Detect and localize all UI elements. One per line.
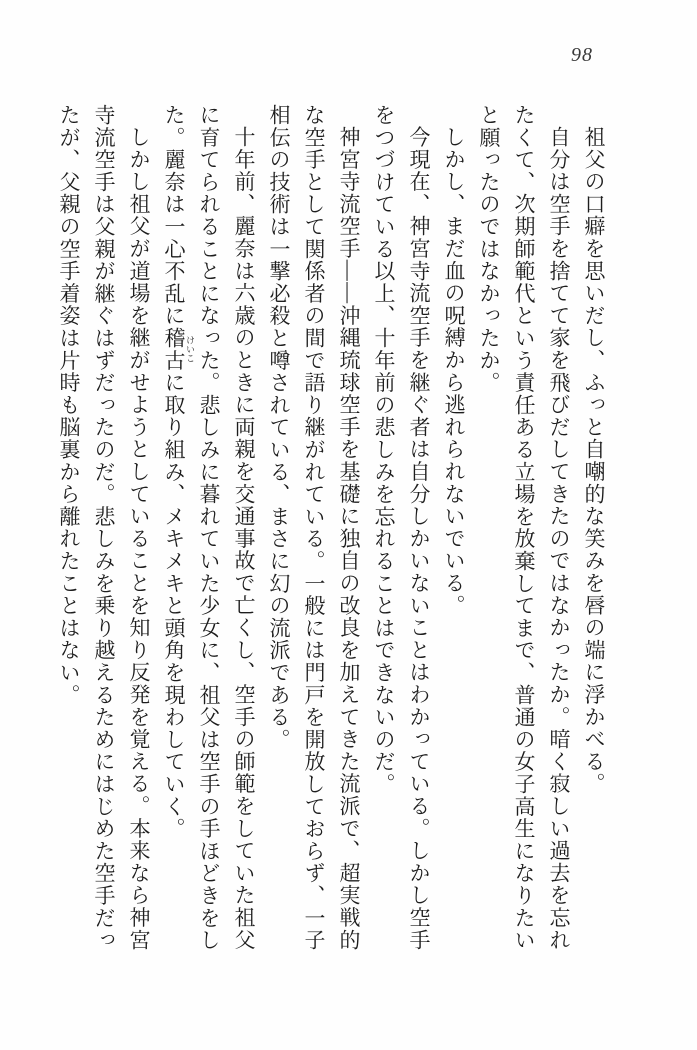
paragraph: 祖父の口癖を思いだし、ふっと自嘲的な笑みを唇の端に浮かべる。 bbox=[582, 126, 606, 796]
furigana-annotation: 稽古 けいこ bbox=[162, 327, 195, 372]
page-number: 98 bbox=[571, 44, 593, 66]
paragraph: しかし祖父が道場を継がせようとしていることを知り反発を覚える。本来なら神宮寺流空手は父親が継ぐはずだったのだ。悲しみを乗り越えるためにはじめた空手だったが、父親の空手着姿は片時も脳裏から離れたことはない。 bbox=[57, 104, 151, 952]
paragraph: 十年前、麗奈は六歳のときに両親を交通事故で亡くし、空手の師範をしていた祖父に育てられることになった。悲しみに暮れていた少女に、祖父は空手の手ほどきをした。麗奈は一心不乱に稽古 けいこに取り組み、メキメキと頭角を現わしていく。 bbox=[162, 104, 256, 952]
paragraph: 今現在、神宮寺流空手を継ぐ者は自分しかいないことはわかっている。しかし空手をつづけている以上、十年前の悲しみを忘れることはできないのだ。 bbox=[372, 104, 431, 952]
paragraph: 神宮寺流空手――沖縄琉球空手を基礎に独自の改良を加えてきた流派で、超実戦的な空手として関係者の間で語り継がれている。一般には門戸を開放しておらず、一子相伝の技術は一撃必殺と噂されている、まさに幻の流派である。 bbox=[267, 104, 361, 952]
paragraph: しかし、まだ血の呪縛から逃れられないでいる。 bbox=[442, 126, 466, 617]
paragraph: 自分は空手を捨てて家を飛びだしてきたのではなかったか。暗く寂しい過去を忘れたくて、次期師範代という責任ある立場を放棄してまで、普通の女子高生になりたいと願ったのではなかったか。 bbox=[477, 104, 571, 952]
body-text bbox=[51, 104, 611, 954]
